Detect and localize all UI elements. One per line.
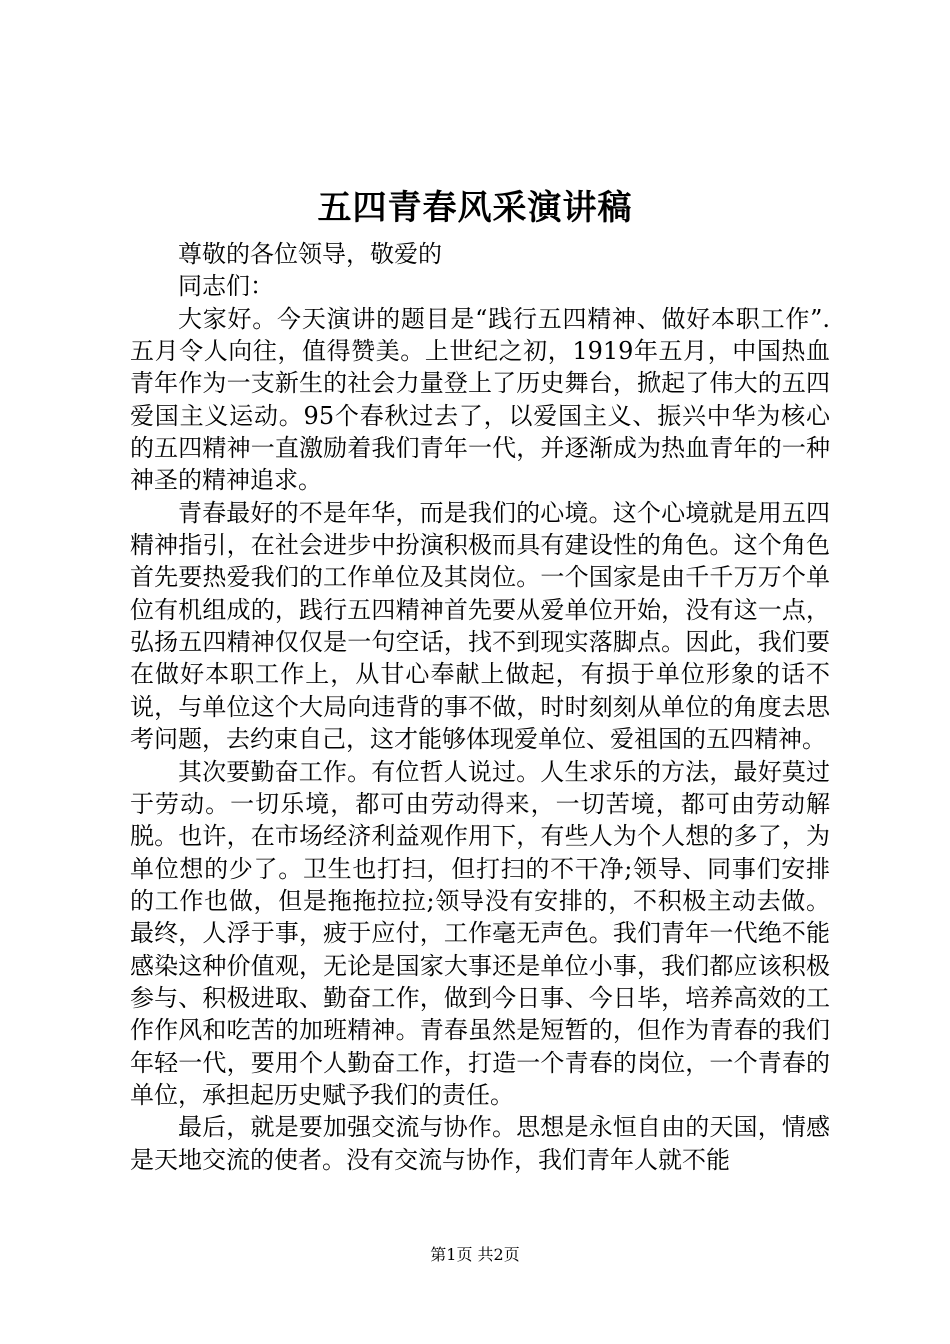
salutation-line-2: 同志们： — [178, 272, 274, 301]
document-body — [130, 238, 830, 1176]
body-paragraph-3: 其次要勤奋工作。有位哲人说过。人生求乐的方法，最好莫过于劳动。一切乐境，都可由劳动得来，一切苦境，都可由劳动解脱。也许，在市场经济利益观作用下，有些人为个人想的多了，为单位想的少了。卫生也打扫，但打扫的不干净;领导、同事们安排的工作也做，但是拖拖拉拉;领导没有安排的，不积极主动去做。最终，人浮于事，疲于应付，工作毫无声色。我们青年一代绝不能感染这种价值观，无论是国家大事还是单位小事，我们都应该积极参与、积极进取、勤奋工作，做到今日事、今日毕，培养高效的工作作风和吃苦的加班精神。青春虽然是短暂的，但作为青春的我们年轻一代，要用个人勤奋工作，打造一个青春的岗位，一个青春的单位，承担起历史赋予我们的责任。 — [130, 757, 830, 1109]
salutation-line-1: 尊敬的各位领导，敬爱的 — [178, 240, 442, 268]
body-paragraph-4: 最后，就是要加强交流与协作。思想是永恒自由的天国，情感是天地交流的使者。没有交流与协作，我们青年人就不能 — [130, 1113, 830, 1174]
body-paragraph-1: 大家好。今天演讲的题目是“践行五四精神、做好本职工作”.五月令人向往，值得赞美。上世纪之初，1919年五月，中国热血青年作为一支新生的社会力量登上了历史舞台，掀起了伟大的五四爱国主义运动。95个春秋过去了，以爱国主义、振兴中华为核心的五四精神一直激励着我们青年一代，并逐渐成为热血青年的一种神圣的精神追求。 — [130, 304, 830, 495]
body-paragraph-2: 青春最好的不是年华，而是我们的心境。这个心境就是用五四精神指引，在社会进步中扮演积极而具有建设性的角色。这个角色首先要热爱我们的工作单位及其岗位。一个国家是由千千万万个单位有机组成的，践行五四精神首先要从爱单位开始，没有这一点，弘扬五四精神仅仅是一句空话，找不到现实落脚点。因此，我们要在做好本职工作上，从甘心奉献上做起，有损于单位形象的话不说，与单位这个大局向违背的事不做，时时刻刻从单位的角度去思考问题，去约束自己，这才能够体现爱单位、爱祖国的五四精神。 — [130, 498, 830, 754]
page-number-footer: 第1页 共2页 — [430, 1245, 520, 1264]
document-title: 五四青春风采演讲稿 — [317, 188, 633, 228]
